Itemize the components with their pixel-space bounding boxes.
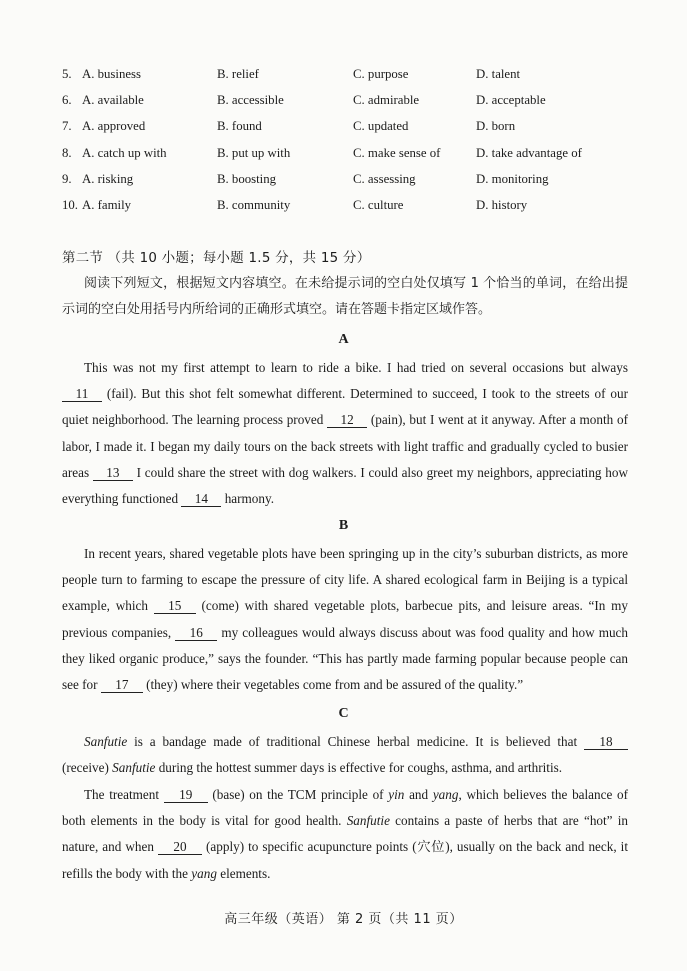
option-b: B. found: [217, 119, 262, 133]
option-c: C. assessing: [353, 172, 416, 186]
passage-text: The treatment: [84, 787, 164, 802]
blank-17[interactable]: 17: [101, 677, 143, 693]
term-yang: yang: [432, 787, 459, 802]
option-b: B. community: [217, 198, 291, 212]
passage-text: harmony.: [221, 491, 275, 507]
passage-a-label: A: [338, 332, 349, 347]
question-number: 10.: [62, 198, 78, 212]
term-sanfutie: Sanfutie: [346, 813, 390, 829]
section-instructions: 阅读下列短文，根据短文内容填空。在未给提示词的空白处仅填写 1 个恰当的单词，在给出提示词的空白处用括号内所给词的正确形式填空。请在答题卡指定区域作答。: [62, 276, 628, 317]
question-number: 5.: [62, 67, 72, 81]
passage-text: (base) on the TCM principle of: [207, 787, 389, 802]
term-sanfutie: Sanfutie: [84, 734, 128, 749]
option-a: A. catch up with: [82, 146, 167, 160]
section-heading: 第二节 （共 10 小题；每小题 1.5 分，共 15 分）: [62, 251, 371, 266]
passage-text: I could share the street with dog walkers. I could also greet my neighbors, appreciating how everything functioned: [62, 464, 628, 507]
blank-12[interactable]: 12: [327, 412, 367, 428]
passage-text: and: [404, 787, 433, 802]
term-yin: yin: [388, 787, 405, 802]
question-number: 7.: [62, 119, 72, 133]
passage-text: In recent years, shared vegetable plots have been springing up in the city’s suburban districts, as more people turn to farming to escape the pressure of city life. A shared ecological farm in Beijing is a typical example, which: [62, 546, 628, 614]
option-b: B. relief: [217, 67, 259, 81]
question-number: 6.: [62, 93, 72, 107]
blank-14[interactable]: 14: [181, 491, 221, 507]
blank-15[interactable]: 15: [154, 598, 196, 614]
blank-11[interactable]: 11: [62, 386, 102, 402]
passage-text: (receive): [62, 760, 113, 776]
option-a: A. risking: [82, 172, 134, 186]
passage-text: contains a paste of herbs that are “hot” in nature, and when: [62, 813, 628, 855]
passage-text: This was not my first attempt to learn to ride a bike. I had tried on several occasions but always: [84, 360, 628, 375]
passage-text: (come) with shared vegetable plots, barbecue pits, and leisure areas. “In my previous companies,: [62, 598, 628, 640]
passage-text: (apply) to specific acupuncture points (穴位), usually on the back and neck, it refills the body with the: [62, 839, 628, 881]
option-d: D. take advantage of: [476, 146, 582, 160]
option-c: C. make sense of: [353, 146, 441, 160]
passage-text: , which believes the balance of both elements in the body is vital for good health.: [62, 787, 629, 829]
option-a: A. approved: [82, 119, 146, 133]
question-number: 9.: [62, 172, 72, 186]
passage-c-paragraph-2: [62, 782, 628, 887]
blank-19[interactable]: 19: [164, 787, 208, 803]
option-d: D. born: [476, 119, 516, 133]
option-b: B. accessible: [217, 93, 284, 107]
passage-b-label: B: [338, 518, 349, 533]
option-d: D. monitoring: [476, 172, 549, 186]
passage-c-label: C: [338, 706, 349, 721]
passage-text: (pain), but I went at it anyway. After a month of labor, I made it. I began my daily tours on the back streets with light traffic and gradually cycled to busier areas: [62, 412, 628, 480]
passage-text: my colleagues would always discuss about was food quality and how much they liked organic produce,” says the founder. “This has partly made farming popular because people can see for: [62, 624, 629, 693]
option-d: D. acceptable: [476, 93, 546, 107]
option-b: B. boosting: [217, 172, 277, 186]
option-a: A. family: [82, 198, 132, 212]
page-footer: 高三年级（英语） 第 2 页（共 11 页）: [224, 912, 463, 927]
option-c: C. updated: [353, 119, 409, 133]
blank-18[interactable]: 18: [584, 734, 628, 750]
passage-c-paragraph-1: [62, 729, 628, 781]
passage-text: during the hottest summer days is effective for coughs, asthma, and arthritis.: [155, 760, 563, 776]
question-number: 8.: [62, 146, 72, 160]
passage-b: [62, 541, 628, 698]
option-b: B. put up with: [217, 146, 291, 160]
option-c: C. admirable: [353, 93, 420, 107]
blank-20[interactable]: 20: [158, 839, 202, 855]
passage-text: (they) where their vegetables come from and be assured of the quality.”: [142, 677, 524, 693]
term-yang: yang: [191, 865, 217, 881]
option-d: D. talent: [476, 67, 521, 81]
blank-16[interactable]: 16: [175, 625, 217, 641]
option-a: A. available: [82, 93, 144, 107]
passage-text: (fail). But this shot felt somewhat different. Determined to succeed, I took to the streets of our quiet neighborhood. The learning process proved: [62, 386, 628, 428]
option-a: A. business: [82, 67, 142, 81]
passage-a: [62, 355, 628, 512]
blank-13[interactable]: 13: [93, 465, 133, 481]
option-c: C. purpose: [353, 67, 409, 81]
option-d: D. history: [476, 198, 528, 212]
option-c: C. culture: [353, 198, 404, 212]
passage-text: elements.: [216, 865, 271, 881]
passage-text: is a bandage made of traditional Chinese herbal medicine. It is believed that: [127, 734, 584, 749]
term-sanfutie: Sanfutie: [112, 760, 156, 776]
